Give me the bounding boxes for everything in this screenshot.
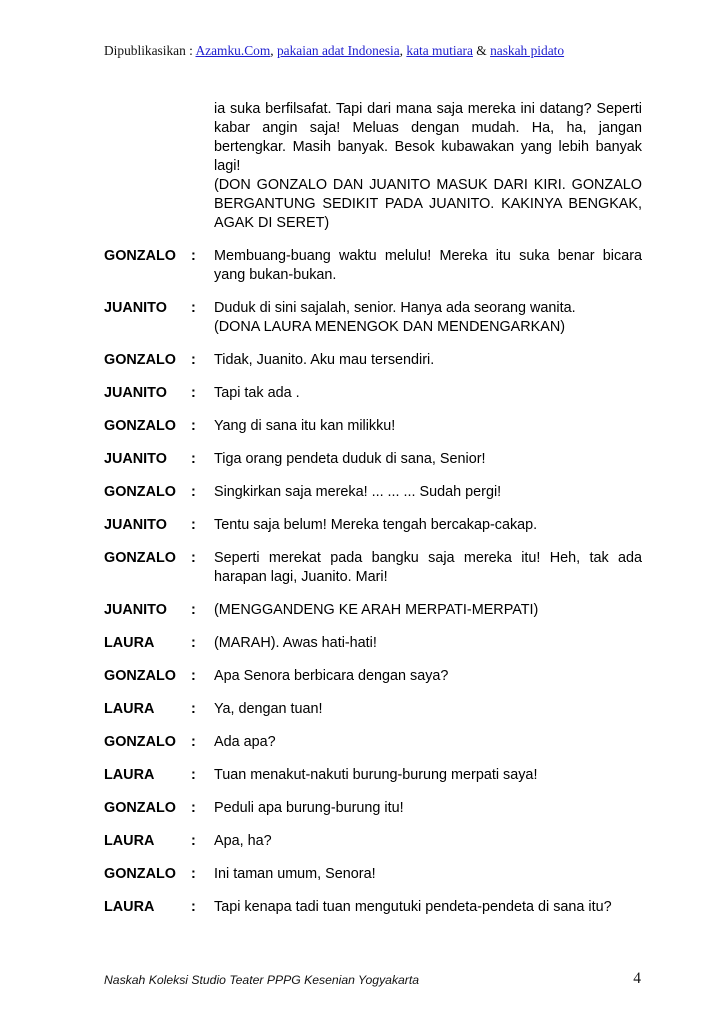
speaker-colon: : [191, 635, 196, 651]
dialogue-text [214, 733, 642, 752]
speaker-colon: : [191, 668, 196, 684]
header-separator: , [399, 43, 407, 58]
speaker-name: JUANITO [104, 300, 167, 316]
speaker-colon: : [191, 352, 196, 368]
dialogue-line: Tuan menakut-nakuti burung-burung merpati saya! [214, 767, 538, 783]
speaker-colon: : [191, 833, 196, 849]
dialogue-row [104, 450, 642, 469]
dialogue-text [214, 667, 642, 686]
dialogue-row [104, 898, 642, 917]
dialogue-row [104, 733, 642, 752]
continuation-block [214, 100, 642, 233]
speaker-colon: : [191, 248, 196, 264]
dialogue-text [214, 483, 642, 502]
dialogue-line: (DONA LAURA MENENGOK DAN MENDENGARKAN) [214, 319, 566, 335]
speaker-name: JUANITO [104, 385, 167, 401]
speaker-name: JUANITO [104, 602, 167, 618]
dialogue-text [214, 384, 642, 403]
dialogue-line: Tiga orang pendeta duduk di sana, Senior! [214, 451, 486, 467]
dialogue-row [104, 601, 642, 620]
dialogue-text [214, 865, 642, 884]
stage-direction: (DON GONZALO DAN JUANITO MASUK DARI KIRI. GONZALO BERGANTUNG SEDIKIT PADA JUANITO. KAKINYA BENGKAK, AGAK DI SERET) [214, 177, 642, 231]
speaker-name: LAURA [104, 833, 155, 849]
speaker-colon: : [191, 385, 196, 401]
dialogue-text [214, 766, 642, 785]
dialogue-line: Ada apa? [214, 734, 276, 750]
dialogue-text [214, 601, 642, 620]
header-prefix: Dipublikasikan : [104, 43, 196, 58]
header-link-naskah-pidato[interactable]: naskah pidato [490, 43, 565, 58]
dialogue-line: Tentu saja belum! Mereka tengah bercakap-cakap. [214, 517, 538, 533]
dialogue-line: Seperti merekat pada bangku saja mereka itu! Heh, tak ada harapan lagi, Juanito. Mari! [214, 550, 642, 585]
dialogue-line: Apa, ha? [214, 833, 272, 849]
dialogue-line: Singkirkan saja mereka! ... ... ... Sudah pergi! [214, 484, 502, 500]
dialogue-row [104, 247, 642, 285]
dialogue-line: Tidak, Juanito. Aku mau tersendiri. [214, 352, 435, 368]
dialogue-text [214, 549, 642, 587]
dialogue-row [104, 351, 642, 370]
speaker-colon: : [191, 602, 196, 618]
dialogue-line: Ini taman umum, Senora! [214, 866, 376, 882]
speaker-name: GONZALO [104, 550, 176, 566]
dialogue-line: (MARAH). Awas hati-hati! [214, 635, 377, 651]
header-separator: , [270, 43, 277, 58]
dialogue-row [104, 799, 642, 818]
dialogue-row [104, 832, 642, 851]
dialogue-text [214, 832, 642, 851]
dialogue-line: Duduk di sini sajalah, senior. Hanya ada seorang wanita. [214, 300, 576, 316]
dialogue-text [214, 247, 642, 285]
dialogue-row [104, 384, 642, 403]
speaker-name: LAURA [104, 899, 155, 915]
footer-caption: Naskah Koleksi Studio Teater PPPG Kesenian Yogyakarta [104, 973, 420, 987]
speaker-name: LAURA [104, 767, 155, 783]
speaker-name: LAURA [104, 701, 155, 717]
dialogue-row [104, 483, 642, 502]
speaker-colon: : [191, 300, 196, 316]
page-header [104, 43, 564, 59]
speaker-name: GONZALO [104, 484, 176, 500]
speaker-colon: : [191, 484, 196, 500]
speaker-colon: : [191, 451, 196, 467]
dialogue-text [214, 634, 642, 653]
dialogue-row [104, 516, 642, 535]
speaker-name: GONZALO [104, 866, 176, 882]
dialogue-row [104, 700, 642, 719]
speaker-colon: : [191, 517, 196, 533]
continuation-text: ia suka berfilsafat. Tapi dari mana saja mereka ini datang? Seperti kabar angin saja! Meluas dengan mudah. Ha, ha, jangan bertengkar. Masih banyak. Besok kubawakan yang lebih banyak lagi! [214, 101, 642, 174]
dialogue-text [214, 351, 642, 370]
dialogue-text [214, 799, 642, 818]
header-link-pakaian-adat[interactable]: pakaian adat Indonesia [276, 43, 400, 58]
dialogue-row [104, 667, 642, 686]
speaker-name: LAURA [104, 635, 155, 651]
dialogue-row [104, 865, 642, 884]
speaker-name: GONZALO [104, 248, 176, 264]
speaker-name: GONZALO [104, 418, 176, 434]
speaker-colon: : [191, 866, 196, 882]
header-separator: & [472, 43, 491, 58]
speaker-colon: : [191, 734, 196, 750]
dialogue-row [104, 634, 642, 653]
speaker-colon: : [191, 899, 196, 915]
speaker-name: JUANITO [104, 517, 167, 533]
dialogue-row [104, 549, 642, 587]
speaker-name: GONZALO [104, 352, 176, 368]
speaker-colon: : [191, 550, 196, 566]
script-body [104, 100, 642, 917]
header-link-kata-mutiara[interactable]: kata mutiara [406, 43, 473, 58]
speaker-name: GONZALO [104, 668, 176, 684]
dialogue-text [214, 450, 642, 469]
dialogue-line: Peduli apa burung-burung itu! [214, 800, 404, 816]
dialogue-row [104, 417, 642, 436]
speaker-colon: : [191, 767, 196, 783]
speaker-colon: : [191, 701, 196, 717]
dialogue-row [104, 766, 642, 785]
speaker-colon: : [191, 800, 196, 816]
page-number: 4 [633, 970, 641, 987]
dialogue-line: Tapi tak ada . [214, 385, 300, 401]
speaker-name: GONZALO [104, 734, 176, 750]
dialogue-text [214, 299, 642, 337]
dialogue-text [214, 516, 642, 535]
dialogue-list [104, 247, 642, 917]
dialogue-line: Apa Senora berbicara dengan saya? [214, 668, 449, 684]
speaker-name: GONZALO [104, 800, 176, 816]
dialogue-line: (MENGGANDENG KE ARAH MERPATI-MERPATI) [214, 602, 539, 618]
dialogue-text [214, 417, 642, 436]
speaker-name: JUANITO [104, 451, 167, 467]
dialogue-line: Membuang-buang waktu melulu! Mereka itu suka benar bicara yang bukan-bukan. [214, 248, 642, 283]
dialogue-line: Yang di sana itu kan milikku! [214, 418, 396, 434]
dialogue-text [214, 700, 642, 719]
dialogue-row [104, 299, 642, 337]
speaker-colon: : [191, 418, 196, 434]
dialogue-line: Tapi kenapa tadi tuan mengutuki pendeta-pendeta di sana itu? [214, 899, 612, 915]
dialogue-line: Ya, dengan tuan! [214, 701, 323, 717]
dialogue-text [214, 898, 642, 917]
header-link-azamku[interactable]: Azamku.Com [195, 43, 271, 58]
